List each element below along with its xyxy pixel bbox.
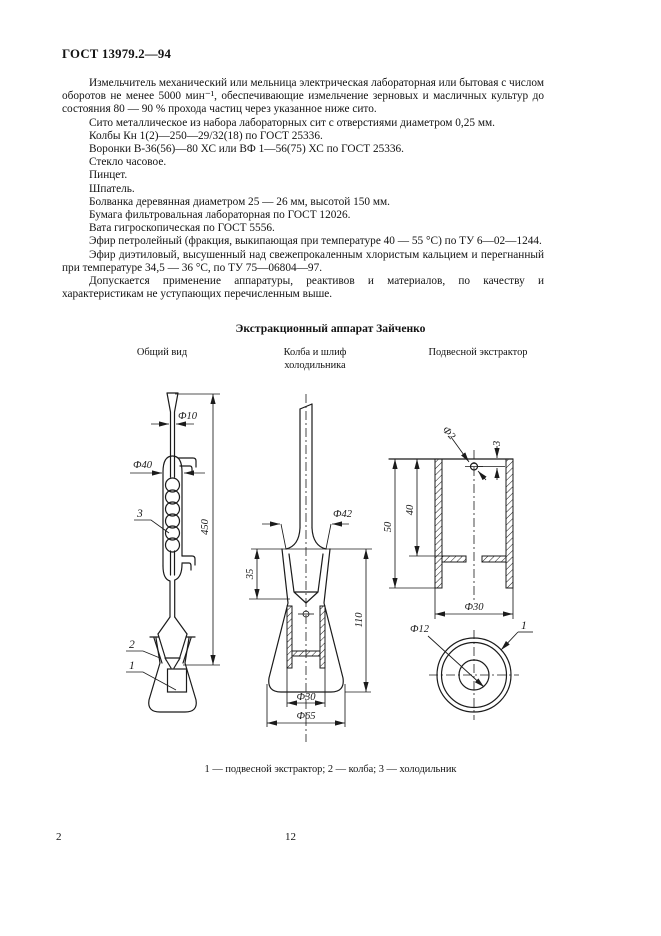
paragraph: Вата гигроскопическая по ГОСТ 5556. — [89, 222, 275, 235]
general-view-drawing — [126, 393, 220, 712]
paragraph: Колбы Кн 1(2)—250—29/32(18) по ГОСТ 25336. — [89, 129, 323, 142]
dim-label-dia30-mid: Ф30 — [296, 692, 316, 703]
dim-label-dia12: Ф12 — [410, 624, 429, 635]
ref-label-1: 1 — [129, 660, 135, 672]
ref-label-2: 2 — [129, 639, 135, 651]
paragraph: Измельчитель механический или мельница электрическая лабораторная или бытовая с числом оборотов не менее 5000 мин⁻¹, обеспечивающие измельчение зерновых и масличных культур до состояния 80 — 90 % прохода частиц через указанное ниже сито. — [62, 77, 545, 116]
dim-label-40: 40 — [405, 504, 416, 516]
dim-label-35: 35 — [245, 568, 256, 580]
view-label-general: Общий вид — [136, 347, 188, 358]
dim-label-dia40: Ф40 — [133, 460, 152, 471]
dim-label-3: 3 — [492, 440, 503, 446]
paragraph: Воронки В-36(56)—80 ХС или ВФ 1—56(75) ХС по ГОСТ 25336. — [89, 143, 405, 156]
dim-label-50: 50 — [383, 521, 394, 533]
paragraph: Эфир диэтиловый, высушенный над свежепрокаленным хлористым кальцием и перегнанный при температуре 34,5 — 36 °С, по ТУ 75—06804—97. — [62, 248, 544, 274]
dim-label-dia10: Ф10 — [178, 411, 197, 422]
technical-drawing — [0, 380, 661, 750]
view-label-flask: Колба и шлиф холодильника — [283, 347, 347, 371]
paragraph: Эфир петролейный (фракция, выкипающая при температуре 40 — 55 °С) по ТУ 6—02—1244. — [89, 235, 542, 248]
figure-caption: 1 — подвесной экстрактор; 2 — колба; 3 — холодильник — [204, 764, 457, 775]
extractor-view-drawing — [383, 425, 533, 720]
paragraph: Допускается применение аппаратуры, реактивов и материалов, по качеству и характеристикам не уступающих перечисленным выше. — [62, 275, 544, 301]
paragraph: Пинцет. — [89, 169, 128, 182]
dim-label-dia65: Ф65 — [296, 711, 316, 722]
standard-number: ГОСТ 13979.2—94 — [62, 47, 172, 61]
page-number-center: 12 — [285, 831, 296, 843]
figure-title: Экстракционный аппарат Зайченко — [235, 322, 426, 335]
dim-label-110: 110 — [354, 612, 365, 628]
flask-view-drawing — [245, 394, 372, 742]
paragraph: Бумага фильтровальная лабораторная по ГОСТ 12026. — [89, 209, 351, 222]
page-number-left: 2 — [56, 831, 62, 843]
dim-label-dia30-right: Ф30 — [464, 602, 484, 613]
dim-label-dia42: Ф42 — [333, 509, 352, 520]
dim-label-450: 450 — [200, 519, 211, 535]
dim-label-dia2: Ф2 — [439, 424, 458, 443]
view-label-extractor: Подвесной экстрактор — [428, 347, 528, 358]
ref-label-1-right: 1 — [521, 620, 527, 632]
ref-label-3: 3 — [137, 508, 143, 520]
paragraph: Сито металлическое из набора лабораторных сит с отверстиями диаметром 0,25 мм. — [89, 116, 495, 129]
paragraph: Болванка деревянная диаметром 25 — 26 мм, высотой 150 мм. — [89, 195, 390, 208]
paragraph: Стекло часовое. — [89, 156, 167, 169]
paragraph: Шпатель. — [89, 182, 135, 195]
document-text-block — [62, 47, 544, 301]
